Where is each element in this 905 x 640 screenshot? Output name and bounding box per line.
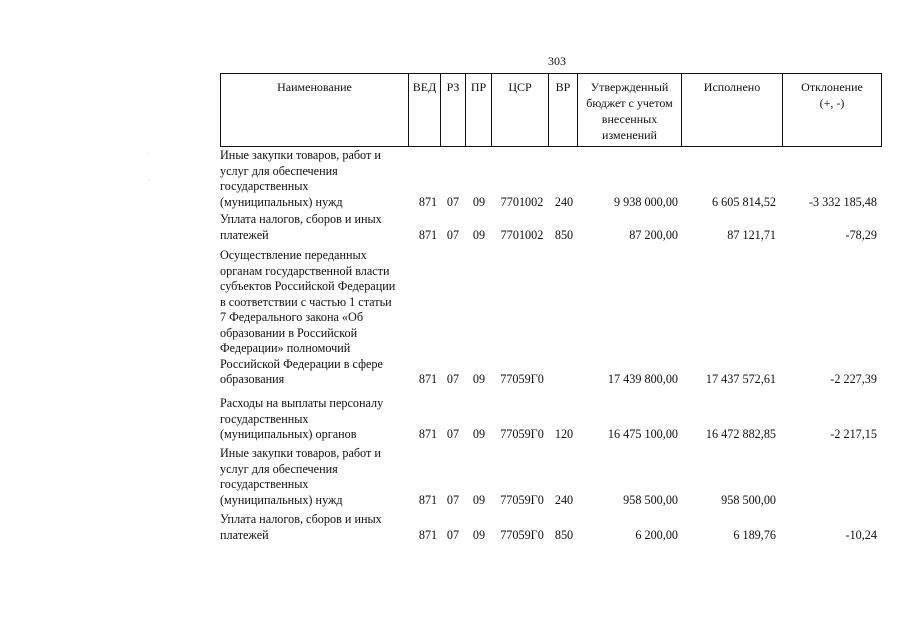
cell-ved: 871 [418, 227, 438, 242]
header-executed: Исполнено [681, 73, 782, 147]
header-approved: Утвержденный бюджет с учетом внесенных изменений [577, 73, 681, 147]
cell-ved: 871 [418, 492, 438, 507]
row-name-line: субъектов Российской Федерации [220, 279, 396, 293]
cell-executed: 17 437 572,61 [705, 372, 776, 386]
cell-ved: 871 [418, 194, 438, 209]
cell-rz: 07 [446, 372, 460, 386]
row-name-line: органам государственной власти [220, 263, 390, 278]
cell-executed: 16 472 882,85 [705, 427, 776, 441]
row-name [220, 446, 410, 508]
cell-executed: 958 500,00 [721, 492, 776, 507]
cell-csr: 77059Г0 [500, 372, 544, 386]
cell-rz: 07 [446, 227, 460, 242]
row-name-line: услуг для обеспечения [220, 163, 338, 178]
margin-mark: · [148, 152, 150, 158]
cell-approved: 958 500,00 [623, 492, 678, 507]
cell-csr: 7701002 [500, 194, 544, 209]
row-name-line: платежей [220, 227, 269, 242]
row-name-line: (муниципальных) нужд [220, 194, 343, 209]
cell-ved: 871 [418, 372, 438, 386]
cell-csr: 77059Г0 [500, 527, 544, 542]
header-rz: РЗ [440, 73, 465, 147]
cell-vr: 850 [554, 527, 574, 542]
cell-pr: 09 [472, 372, 486, 386]
cell-executed: 87 121,71 [727, 227, 776, 242]
row-name-line: в соответствии с частью 1 статьи [220, 294, 392, 309]
cell-pr: 09 [472, 427, 486, 441]
cell-approved: 6 200,00 [635, 527, 678, 542]
row-name-line: Уплата налогов, сборов и иных [220, 212, 382, 226]
cell-deviation: -10,24 [845, 527, 877, 542]
row-name-line: Уплата налогов, сборов и иных [220, 512, 382, 526]
row-name-line: 7 Федерального закона «Об [220, 310, 364, 324]
cell-pr: 09 [472, 527, 486, 542]
margin-mark: · [148, 178, 150, 184]
row-name-line: образовании в Российской [220, 325, 358, 340]
cell-ved: 871 [418, 527, 438, 542]
row-name [220, 148, 410, 210]
cell-pr: 09 [472, 194, 486, 209]
cell-pr: 09 [472, 492, 486, 507]
cell-deviation: -2 217,15 [830, 427, 877, 441]
row-name-line: (муниципальных) органов [220, 427, 357, 441]
row-name [220, 512, 410, 543]
cell-approved: 87 200,00 [629, 227, 678, 242]
cell-rz: 07 [446, 427, 460, 441]
row-name-line: (муниципальных) нужд [220, 492, 343, 507]
cell-vr: 240 [554, 194, 574, 209]
cell-deviation: -3 332 185,48 [808, 194, 877, 209]
page-number: 303 [548, 54, 566, 68]
cell-vr: 240 [554, 492, 574, 507]
header-vr: ВР [548, 73, 577, 147]
row-name-line: Иные закупки товаров, работ и [220, 148, 381, 162]
row-name-line: государственных [220, 477, 309, 491]
cell-csr: 77059Г0 [500, 492, 544, 507]
header-pr: ПР [465, 73, 491, 147]
row-name-line: платежей [220, 527, 269, 542]
header-deviation: Отклонение (+, -) [782, 73, 882, 147]
row-name-line: государственных [220, 411, 309, 426]
cell-ved: 871 [418, 427, 438, 441]
header-name: Наименование [220, 73, 408, 147]
cell-csr: 7701002 [500, 227, 544, 242]
cell-rz: 07 [446, 492, 460, 507]
cell-approved: 9 938 000,00 [614, 194, 678, 209]
row-name [220, 212, 410, 243]
cell-deviation: -2 227,39 [830, 372, 877, 386]
row-name-line: Российской Федерации в сфере [220, 356, 383, 371]
cell-deviation: -78,29 [845, 227, 877, 242]
cell-executed: 6 189,76 [733, 527, 776, 542]
cell-pr: 09 [472, 227, 486, 242]
header-csr: ЦСР [491, 73, 548, 147]
cell-rz: 07 [446, 527, 460, 542]
cell-vr: 120 [554, 427, 574, 441]
row-name-line: Расходы на выплаты персоналу [220, 396, 384, 410]
row-name-line: образования [220, 372, 285, 386]
cell-vr: 850 [554, 227, 574, 242]
cell-rz: 07 [446, 194, 460, 209]
row-name-line: Федерации» полномочий [220, 341, 351, 355]
row-name-line: услуг для обеспечения [220, 461, 338, 476]
row-name [220, 248, 410, 388]
row-name-line: Иные закупки товаров, работ и [220, 446, 381, 460]
cell-approved: 16 475 100,00 [607, 427, 678, 441]
row-name-line: Осуществление переданных [220, 248, 367, 262]
header-ved: ВЕД [408, 73, 440, 147]
cell-csr: 77059Г0 [500, 427, 544, 441]
cell-approved: 17 439 800,00 [607, 372, 678, 386]
row-name [220, 396, 410, 443]
row-name-line: государственных [220, 179, 309, 193]
cell-executed: 6 605 814,52 [712, 194, 776, 209]
